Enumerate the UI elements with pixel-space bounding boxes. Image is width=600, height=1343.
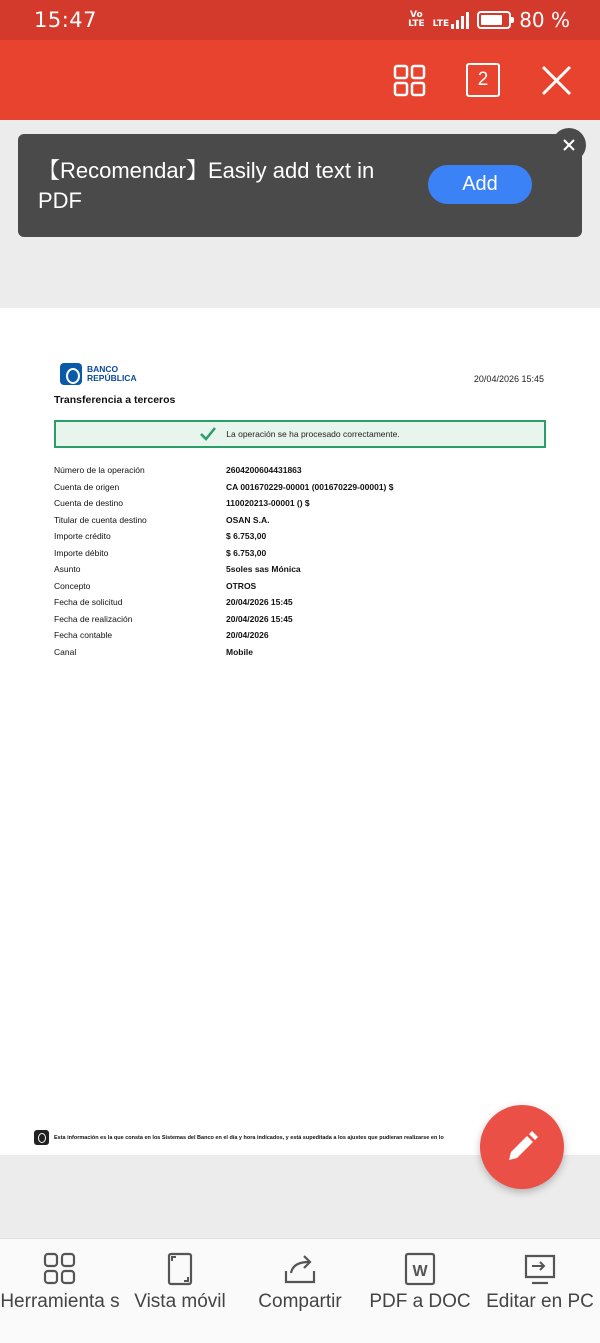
volte-indicator: Vo LTE [408, 10, 425, 29]
bank-logo-icon [60, 363, 82, 385]
detail-label: Canal [54, 646, 77, 657]
pdf-to-doc-label: PDF a DOC [369, 1291, 471, 1312]
detail-row [54, 564, 554, 581]
app-bar [0, 40, 600, 120]
detail-value: 20/04/2026 15:45 [226, 597, 293, 607]
footer-note [34, 1130, 500, 1145]
detail-label: Titular de cuenta destino [54, 514, 147, 525]
bank-logo [60, 363, 137, 385]
detail-value: 20/04/2026 15:45 [226, 613, 293, 624]
status-indicators [408, 8, 570, 32]
battery-fill [481, 15, 502, 25]
detail-row [54, 482, 554, 499]
share-label: Compartir [258, 1291, 342, 1312]
detail-row [54, 597, 554, 614]
detail-label: Importe crédito [54, 531, 111, 541]
detail-row [54, 548, 554, 565]
pdf-page[interactable] [0, 308, 600, 1155]
detail-label: Fecha contable [54, 630, 113, 640]
detail-row [54, 465, 554, 482]
operation-details [54, 465, 554, 663]
battery-icon [477, 11, 511, 29]
close-icon [563, 139, 575, 151]
banner-text: 【Recomendar】Easily add text in PDF [38, 158, 375, 213]
edit-on-pc-label: Editar en PC [486, 1291, 594, 1312]
banner-close-button[interactable] [552, 128, 586, 162]
lte-indicator: LTE [433, 11, 470, 29]
close-button[interactable] [540, 64, 573, 97]
detail-label: Fecha de solicitud [54, 597, 123, 607]
detail-value: 2604200604431863 [226, 465, 302, 475]
signal-icon [451, 11, 469, 29]
success-message-box [54, 420, 546, 448]
grid-icon [393, 64, 426, 97]
detail-value: $ 6.753,00 [226, 547, 267, 558]
detail-label: Cuenta de destino [54, 498, 123, 508]
mobile-view-icon [162, 1251, 198, 1287]
pencil-icon [505, 1130, 539, 1164]
page-count-button[interactable]: 2 [466, 63, 500, 97]
status-bar [0, 0, 600, 40]
footer-note-text: Esta información es la que consta en los Sistemas del Banco en el día y hora indicados, y está supeditada a los ajustes que pudieran realizarse en lo [54, 1134, 444, 1141]
detail-value: Mobile [226, 646, 253, 657]
detail-value: 110020213-00001 () $ [226, 498, 310, 508]
battery-percent: 80 % [519, 8, 570, 32]
share-icon [282, 1251, 318, 1287]
mobile-view-label: Vista móvil [134, 1291, 226, 1312]
bank-logo-icon [34, 1130, 49, 1145]
recommendation-banner [18, 134, 582, 237]
detail-row [54, 515, 554, 532]
detail-value: OTROS [226, 580, 257, 591]
detail-label: Concepto [54, 580, 91, 591]
edit-on-pc-icon [522, 1251, 558, 1287]
detail-row [54, 630, 554, 647]
svg-text:W: W [412, 1263, 428, 1280]
detail-row [54, 614, 554, 631]
checkmark-icon [200, 427, 216, 441]
document-title: Transferencia a terceros [54, 394, 176, 406]
close-icon [540, 64, 573, 97]
add-button[interactable]: Add [428, 165, 532, 204]
detail-value: OSAN S.A. [226, 514, 270, 525]
detail-label: Fecha de realización [54, 613, 133, 624]
detail-label: Cuenta de origen [54, 481, 120, 492]
status-time: 15:47 [34, 8, 98, 32]
detail-value: 5soles sas Mónica [226, 564, 301, 574]
tools-icon [42, 1251, 78, 1287]
thumbnail-grid-button[interactable] [393, 64, 426, 97]
detail-value: CA 001670229-00001 (001670229-00001) $ [226, 481, 394, 492]
detail-value: $ 6.753,00 [226, 531, 267, 541]
detail-row [54, 531, 554, 548]
bottom-toolbar [0, 1238, 600, 1343]
detail-label: Número de la operación [54, 465, 145, 475]
detail-label: Asunto [54, 564, 81, 574]
success-message: La operación se ha procesado correctamente. [226, 429, 400, 439]
edit-fab-button[interactable] [480, 1105, 564, 1189]
detail-row [54, 581, 554, 598]
bank-name: BANCO REPÚBLICA [87, 364, 137, 383]
detail-row [54, 647, 554, 664]
document-date: 20/04/2026 15:45 [473, 374, 544, 384]
detail-row [54, 498, 554, 515]
tools-label: Herramienta s [0, 1291, 120, 1312]
detail-value: 20/04/2026 [226, 630, 269, 640]
detail-label: Importe débito [54, 547, 109, 558]
pdf-to-doc-icon [402, 1251, 438, 1287]
